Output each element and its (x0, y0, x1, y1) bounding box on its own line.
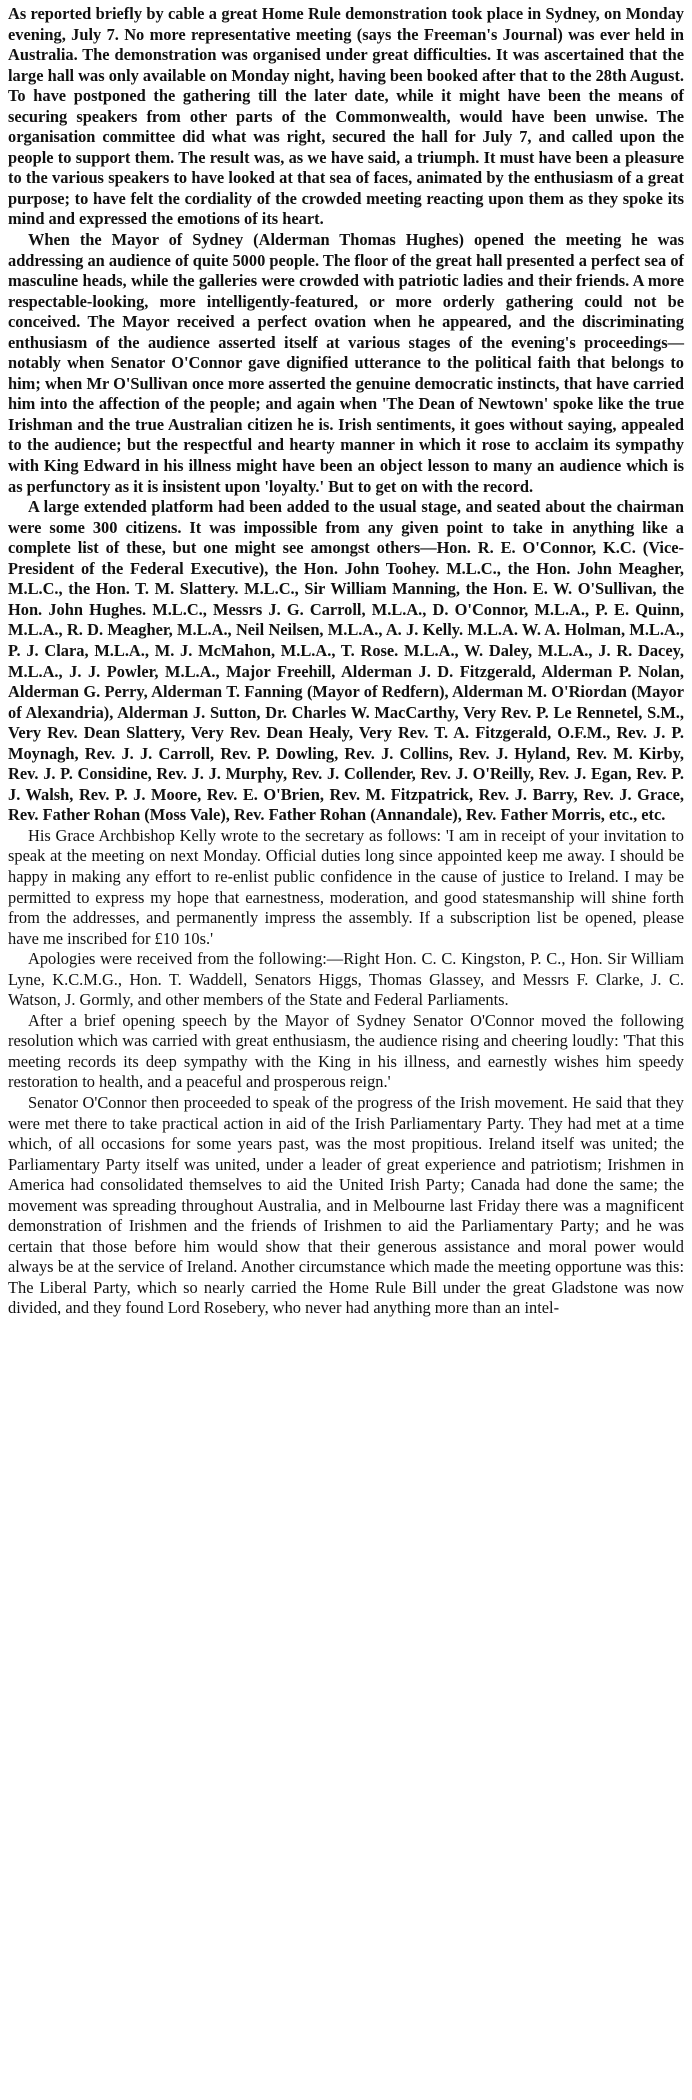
paragraph-mayor-opened-meeting: When the Mayor of Sydney (Alderman Thomas Hughes) opened the meeting he was addressing an audience of quite 5000 people. The floor of the great hall presented a perfect sea of masculine heads, while the galleries were crowded with patriotic ladies and their friends. A more respectable-looking, more intelligently-featured, or more orderly gathering could not be conceived. The Mayor received a perfect ovation when he appeared, and the discriminating enthusiasm of the audience asserted itself at various stages of the evening's proceedings—notably when Senator O'Connor gave dignified utterance to the political faith that belongs to him; when Mr O'Sullivan once more asserted the genuine democratic instincts, that have carried him into the affection of the people; and again when 'The Dean of Newtown' spoke like the true Irishman and the true Australian citizen he is. Irish sentiments, it goes without saying, appealed to the audience; but the respectful and hearty manner in which it rose to acclaim its sympathy with King Edward in his illness might have been an object lesson to many an audience which is as perfunctory as it is insistent upon 'loyalty.' But to get on with the record. (8, 230, 684, 496)
paragraph-archbishop-letter: His Grace Archbishop Kelly wrote to the secretary as follows: 'I am in receipt of your invitation to speak at the meeting on next Monday. Official duties long since appointed keep me away. I should be happy in making any effort to re-enlist public confidence in the cause of justice to Ireland. I may be permitted to express my hope that earnestness, moderation, and good statesmanship will shine forth from the addresses, and permanently impress the assembly. If a subscription list be opened, please have me inscribed for £10 10s.' (8, 825, 684, 948)
paragraph-king-resolution: After a brief opening speech by the Mayor of Sydney Senator O'Connor moved the following resolution which was carried with great enthusiasm, the audience rising and cheering loudly: 'That this meeting records its deep sympathy with the King in his illness, and earnestly wishes him speedy restoration to health, and a peaceful and prosperous reign.' (8, 1010, 684, 1092)
article-body (8, 4, 684, 1319)
paragraph-platform-attendees: A large extended platform had been added to the usual stage, and seated about the chairman were some 300 citizens. It was impossible from any given point to take in anything like a complete list of these, but one might see amongst others—Hon. R. E. O'Connor, K.C. (Vice-President of the Federal Executive), the Hon. John Toohey. M.L.C., the Hon. John Meagher, M.L.C., the Hon. T. M. Slattery. M.L.C., Sir William Manning, the Hon. E. W. O'Sullivan, the Hon. John Hughes. M.L.C., Messrs J. G. Carroll, M.L.A., D. O'Connor, M.L.A., P. E. Quinn, M.L.A., R. D. Meagher, M.L.A., Neil Neilsen, M.L.A., A. J. Kelly. M.L.A. W. A. Holman, M.L.A., P. J. Clara, M.L.A., M. J. McMahon, M.L.A., T. Rose. M.L.A., W. Daley, M.L.A., J. R. Dacey, M.L.A., J. J. Powler, M.L.A., Major Freehill, Alderman J. D. Fitzgerald, Alderman P. Nolan, Alderman G. Perry, Alderman T. Fanning (Mayor of Redfern), Alderman M. O'Riordan (Mayor of Alexandria), Alderman J. Sutton, Dr. Charles W. MacCarthy, Very Rev. P. Le Rennetel, S.M., Very Rev. Dean Slattery, Very Rev. Dean Healy, Very Rev. T. A. Fitzgerald, O.F.M., Rev. J. P. Moynagh, Rev. J. J. Carroll, Rev. P. Dowling, Rev. J. Collins, Rev. J. Hyland, Rev. M. Kirby, Rev. J. P. Considine, Rev. J. J. Murphy, Rev. J. Collender, Rev. J. O'Reilly, Rev. J. Egan, Rev. P. J. Walsh, Rev. P. J. Moore, Rev. E. O'Brien, Rev. M. Fitzpatrick, Rev. J. Barry, Rev. J. Grace, Rev. Father Rohan (Moss Vale), Rev. Father Rohan (Annandale), Rev. Father Morris, etc., etc. (8, 497, 684, 825)
paragraph-apologies: Apologies were received from the following:—Right Hon. C. C. Kingston, P. C., Hon. Sir William Lyne, K.C.M.G., Hon. T. Waddell, Senators Higgs, Thomas Glassey, and Messrs F. Clarke, J. C. Watson, J. Gormly, and other members of the State and Federal Parliaments. (8, 949, 684, 1010)
paragraph-home-rule-demonstration: As reported briefly by cable a great Home Rule demonstration took place in Sydney, on Monday evening, July 7. No more representative meeting (says the Freeman's Journal) was ever held in Australia. The demonstration was organised under great difficulties. It was ascertained that the large hall was only available on Monday night, having been booked after that to the 28th August. To have postponed the gathering till the later date, while it might have been the means of securing speakers from other parts of the Commonwealth, would have been unwise. The organisation committee did what was right, secured the hall for July 7, and called upon the people to support them. The result was, as we have said, a triumph. It must have been a pleasure to the various speakers to have looked at that sea of faces, animated by the enthusiasm of a great purpose; to have felt the cordiality of the crowded meeting reacting upon them as they spoke its mind and expressed the emotions of its heart. (8, 4, 684, 229)
paragraph-senator-speech: Senator O'Connor then proceeded to speak of the progress of the Irish movement. He said that they were met there to take practical action in aid of the Irish Parliamentary Party. They had met at a time which, of all occasions for some years past, was the most propitious. Ireland itself was united; the Parliamentary Party itself was united, under a leader of great experience and patriotism; Irishmen in America had consolidated themselves to aid the United Irish Party; Canada had done the same; the movement was spreading throughout Australia, and in Melbourne last Friday there was a magnificent demonstration of Irishmen and the friends of Irishmen to aid the Parliamentary Party; and he was certain that those before him would show that their generous assistance and moral power would always be at the service of Ireland. Another circumstance which made the meeting opportune was this: The Liberal Party, which so nearly carried the Home Rule Bill under the great Gladstone was now divided, and they found Lord Rosebery, who never had anything more than an intel- (8, 1092, 684, 1318)
